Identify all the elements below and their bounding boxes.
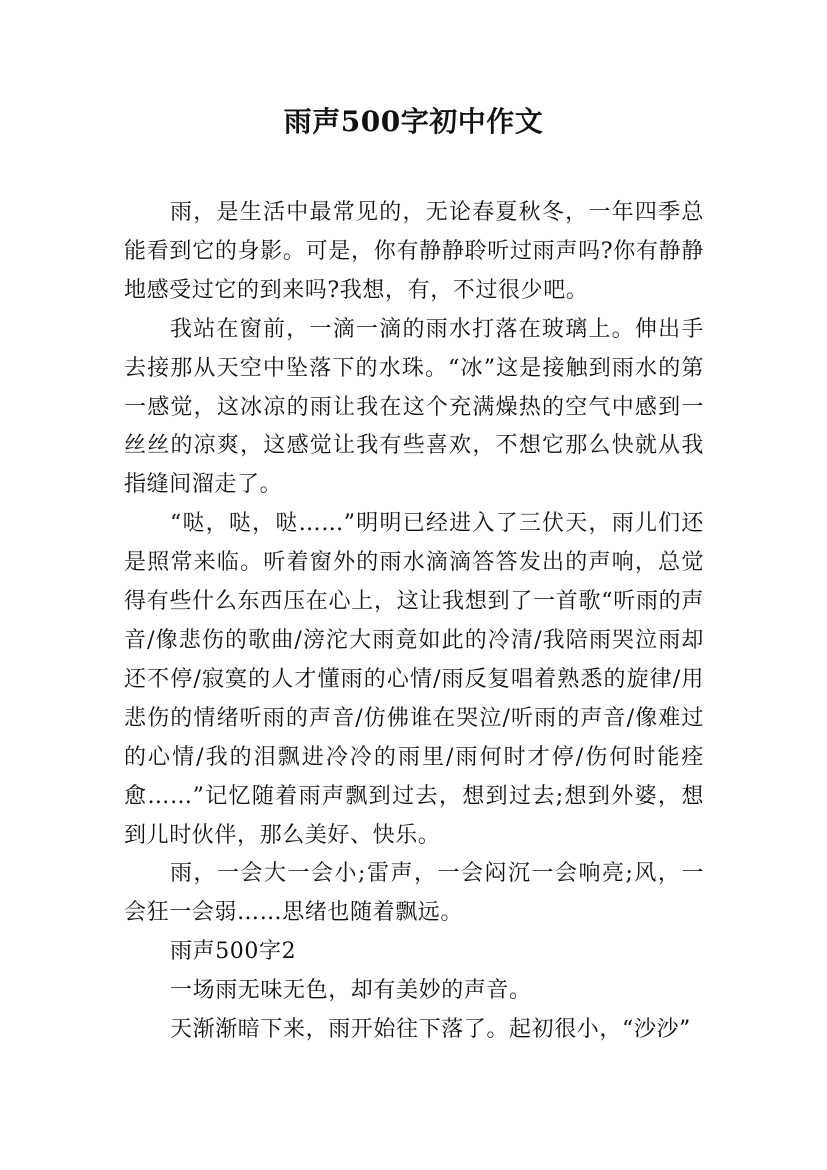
- paragraph-4: 雨，一会大一会小;雷声，一会闷沉一会响亮;风，一会狂一会弱……思绪也随着飘远。: [124, 861, 704, 926]
- paragraph-1: 雨，是生活中最常见的，无论春夏秋冬，一年四季总能看到它的身影。可是，你有静静聆听过雨声吗?你有静静地感受过它的到来吗?我想，有，不过很少吧。: [124, 200, 704, 303]
- paragraph-2: 我站在窗前，一滴一滴的雨水打落在玻璃上。伸出手去接那从天空中坠落下的水珠。“冰”这是接触到雨水的第一感觉，这冰凉的雨让我在这个充满燥热的空气中感到一丝丝的凉爽，这感觉让我有些喜欢，不想它那么快就从我指缝间溜走了。: [124, 316, 704, 498]
- document-title: 雨声500字初中作文: [283, 105, 544, 138]
- paragraph-5: 一场雨无味无色，却有美妙的声音。: [170, 978, 532, 1004]
- section-heading: 雨声500字2: [170, 939, 297, 965]
- document-body: [124, 194, 704, 1050]
- paragraph-3: “哒，哒，哒……”明明已经进入了三伏天，雨儿们还是照常来临。听着窗外的雨水滴滴答答发出的声响，总觉得有些什么东西压在心上，这让我想到了一首歌“听雨的声音/像悲伤的歌曲/滂沱大雨竟如此的冷清/我陪雨哭泣雨却还不停/寂寞的人才懂雨的心情/雨反复唱着熟悉的旋律/用悲伤的情绪听雨的声音/仿佛谁在哭泣/听雨的声音/像难过的心情/我的泪飘进冷冷的雨里/雨何时才停/伤何时能痊愈……”记忆随着雨声飘到过去，想到过去;想到外婆，想到儿时伙伴，那么美好、快乐。: [124, 511, 704, 848]
- paragraph-6: 天渐渐暗下来，雨开始往下落了。起初很小，“沙沙”: [170, 1017, 691, 1043]
